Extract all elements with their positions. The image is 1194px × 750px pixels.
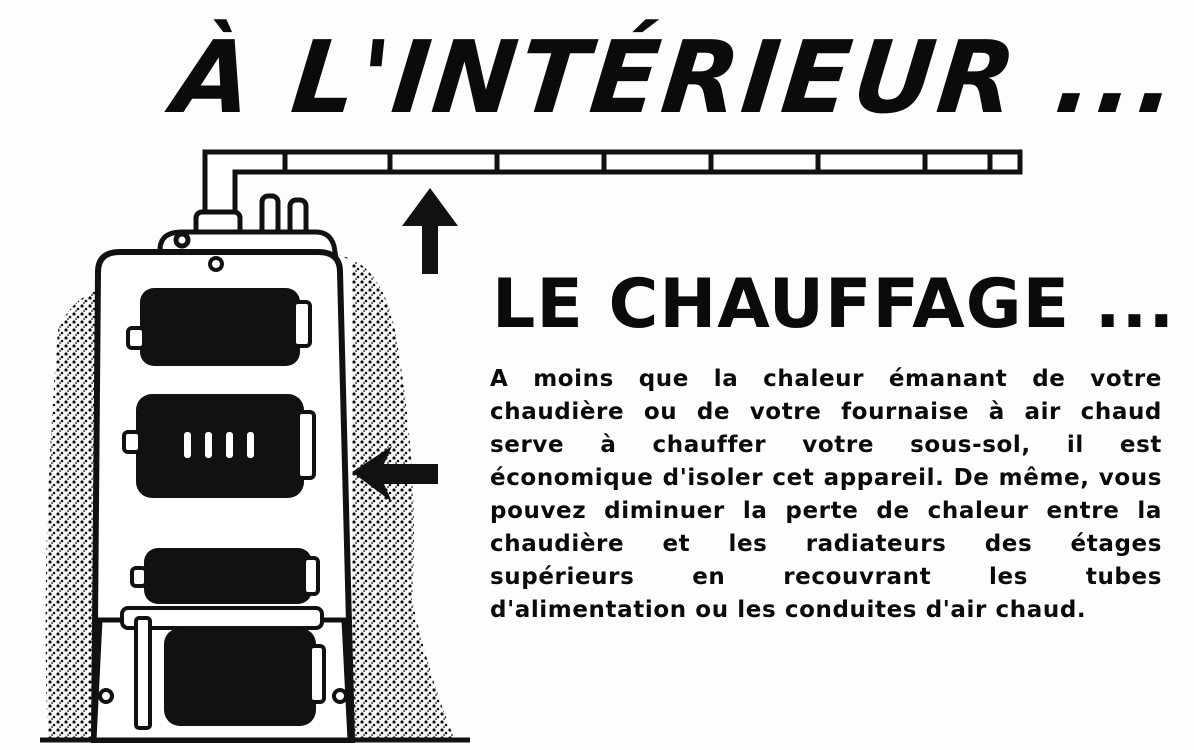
subheading: LE CHAUFFAGE ... [492,265,1176,344]
grille-slot [226,432,233,458]
furnace-door-upper [128,288,310,366]
shadow-right [336,255,455,740]
grille-slot [247,432,254,458]
grille-slot [184,432,191,458]
up-arrow-icon [402,188,458,274]
grille-slot [205,432,212,458]
furnace-door-lower [132,548,318,604]
body-paragraph: A moins que la chaleur émanant de votre chaudière ou de votre fournaise à air chaud serve à chauffer votre sous-sol, il est économique d'isoler cet appareil. De même, vous pouvez diminuer la perte de chaleur entre la chaudière et les radiateurs des étages supérieurs en recouvrant les tubes d'alimentation ou les conduites d'air chaud. [490,366,1162,623]
furnace-rivet [210,258,222,270]
furnace-door-middle [124,394,314,498]
shadow-left [46,290,98,740]
supply-pipe [205,152,1020,218]
headline: À L'INTÉRIEUR ... [168,19,1185,136]
furnace-top-fittings [160,196,336,258]
